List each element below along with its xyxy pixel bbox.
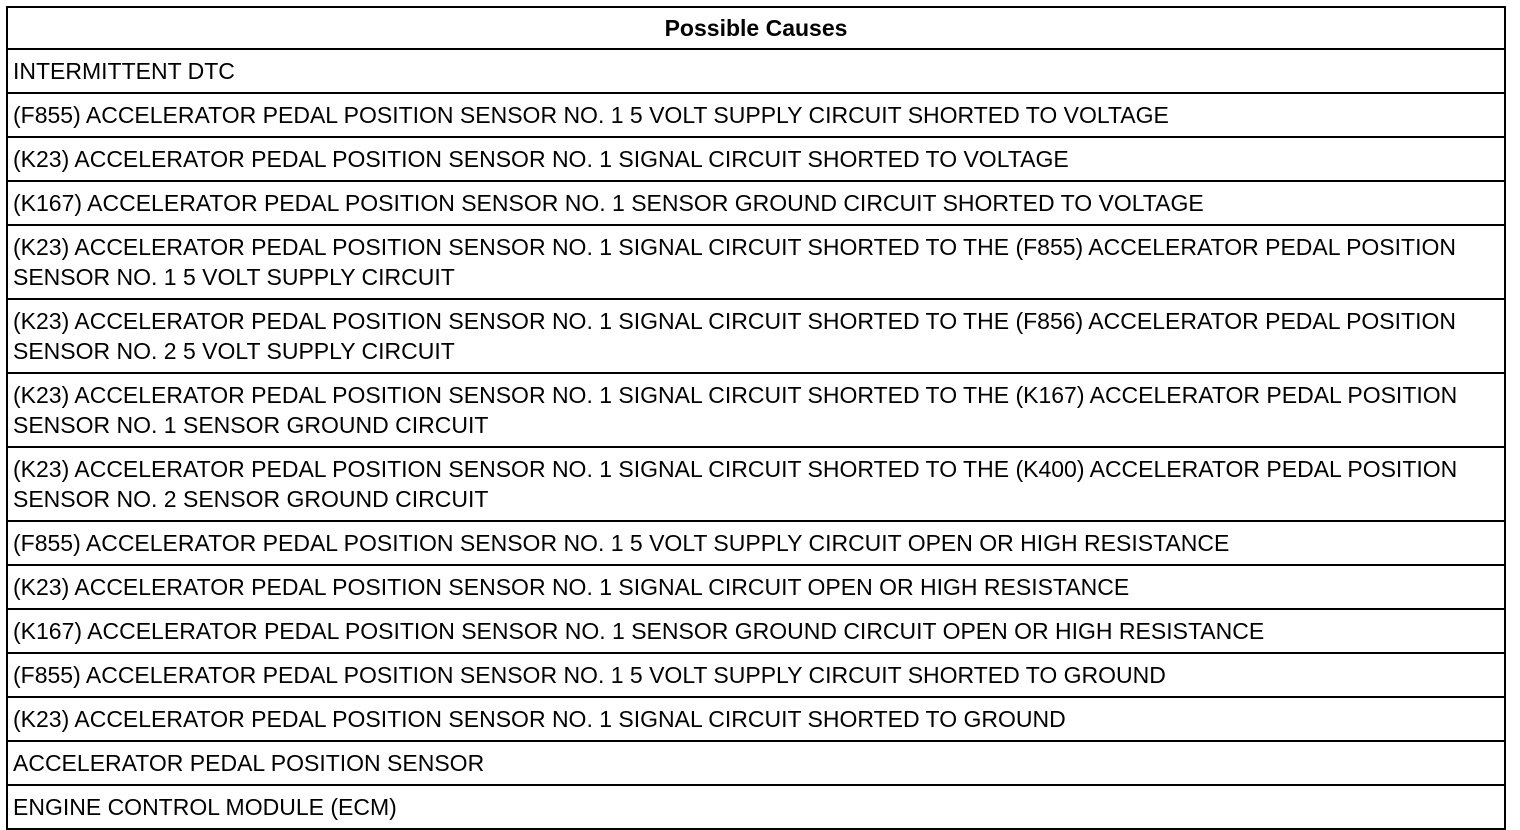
- table-cell: ACCELERATOR PEDAL POSITION SENSOR: [7, 741, 1505, 785]
- table-cell: (K23) ACCELERATOR PEDAL POSITION SENSOR NO. 1 SIGNAL CIRCUIT SHORTED TO THE (K400) ACCELERATOR PEDAL POSITION SENSOR NO. 2 SENSOR GROUND CIRCUIT: [7, 447, 1505, 521]
- table-cell: (K23) ACCELERATOR PEDAL POSITION SENSOR NO. 1 SIGNAL CIRCUIT SHORTED TO THE (F856) ACCELERATOR PEDAL POSITION SENSOR NO. 2 5 VOLT SUPPLY CIRCUIT: [7, 299, 1505, 373]
- table-cell: (K167) ACCELERATOR PEDAL POSITION SENSOR NO. 1 SENSOR GROUND CIRCUIT OPEN OR HIGH RESISTANCE: [7, 609, 1505, 653]
- table-cell: (F855) ACCELERATOR PEDAL POSITION SENSOR NO. 1 5 VOLT SUPPLY CIRCUIT SHORTED TO GROUND: [7, 653, 1505, 697]
- table-row: [7, 697, 1505, 741]
- table-row: [7, 225, 1505, 299]
- table-cell: (K167) ACCELERATOR PEDAL POSITION SENSOR NO. 1 SENSOR GROUND CIRCUIT SHORTED TO VOLTAGE: [7, 181, 1505, 225]
- possible-causes-table: [6, 6, 1506, 830]
- table-header-row: [7, 7, 1505, 49]
- table-row: [7, 373, 1505, 447]
- table-cell: (K23) ACCELERATOR PEDAL POSITION SENSOR NO. 1 SIGNAL CIRCUIT SHORTED TO THE (K167) ACCELERATOR PEDAL POSITION SENSOR NO. 1 SENSOR GROUND CIRCUIT: [7, 373, 1505, 447]
- table-cell: (K23) ACCELERATOR PEDAL POSITION SENSOR NO. 1 SIGNAL CIRCUIT OPEN OR HIGH RESISTANCE: [7, 565, 1505, 609]
- table-row: [7, 447, 1505, 521]
- possible-causes-table-container: [6, 6, 1506, 830]
- table-row: [7, 137, 1505, 181]
- table-cell: (F855) ACCELERATOR PEDAL POSITION SENSOR NO. 1 5 VOLT SUPPLY CIRCUIT SHORTED TO VOLTAGE: [7, 93, 1505, 137]
- table-row: [7, 521, 1505, 565]
- table-row: [7, 785, 1505, 829]
- table-cell: INTERMITTENT DTC: [7, 49, 1505, 93]
- table-row: [7, 741, 1505, 785]
- table-row: [7, 299, 1505, 373]
- table-row: [7, 49, 1505, 93]
- table-row: [7, 181, 1505, 225]
- table-row: [7, 93, 1505, 137]
- table-cell: (K23) ACCELERATOR PEDAL POSITION SENSOR NO. 1 SIGNAL CIRCUIT SHORTED TO VOLTAGE: [7, 137, 1505, 181]
- table-cell: (F855) ACCELERATOR PEDAL POSITION SENSOR NO. 1 5 VOLT SUPPLY CIRCUIT OPEN OR HIGH RESISTANCE: [7, 521, 1505, 565]
- table-row: [7, 609, 1505, 653]
- table-cell: ENGINE CONTROL MODULE (ECM): [7, 785, 1505, 829]
- table-cell: (K23) ACCELERATOR PEDAL POSITION SENSOR NO. 1 SIGNAL CIRCUIT SHORTED TO THE (F855) ACCELERATOR PEDAL POSITION SENSOR NO. 1 5 VOLT SUPPLY CIRCUIT: [7, 225, 1505, 299]
- table-row: [7, 565, 1505, 609]
- table-row: [7, 653, 1505, 697]
- table-cell: (K23) ACCELERATOR PEDAL POSITION SENSOR NO. 1 SIGNAL CIRCUIT SHORTED TO GROUND: [7, 697, 1505, 741]
- table-header-possible-causes: Possible Causes: [7, 7, 1505, 49]
